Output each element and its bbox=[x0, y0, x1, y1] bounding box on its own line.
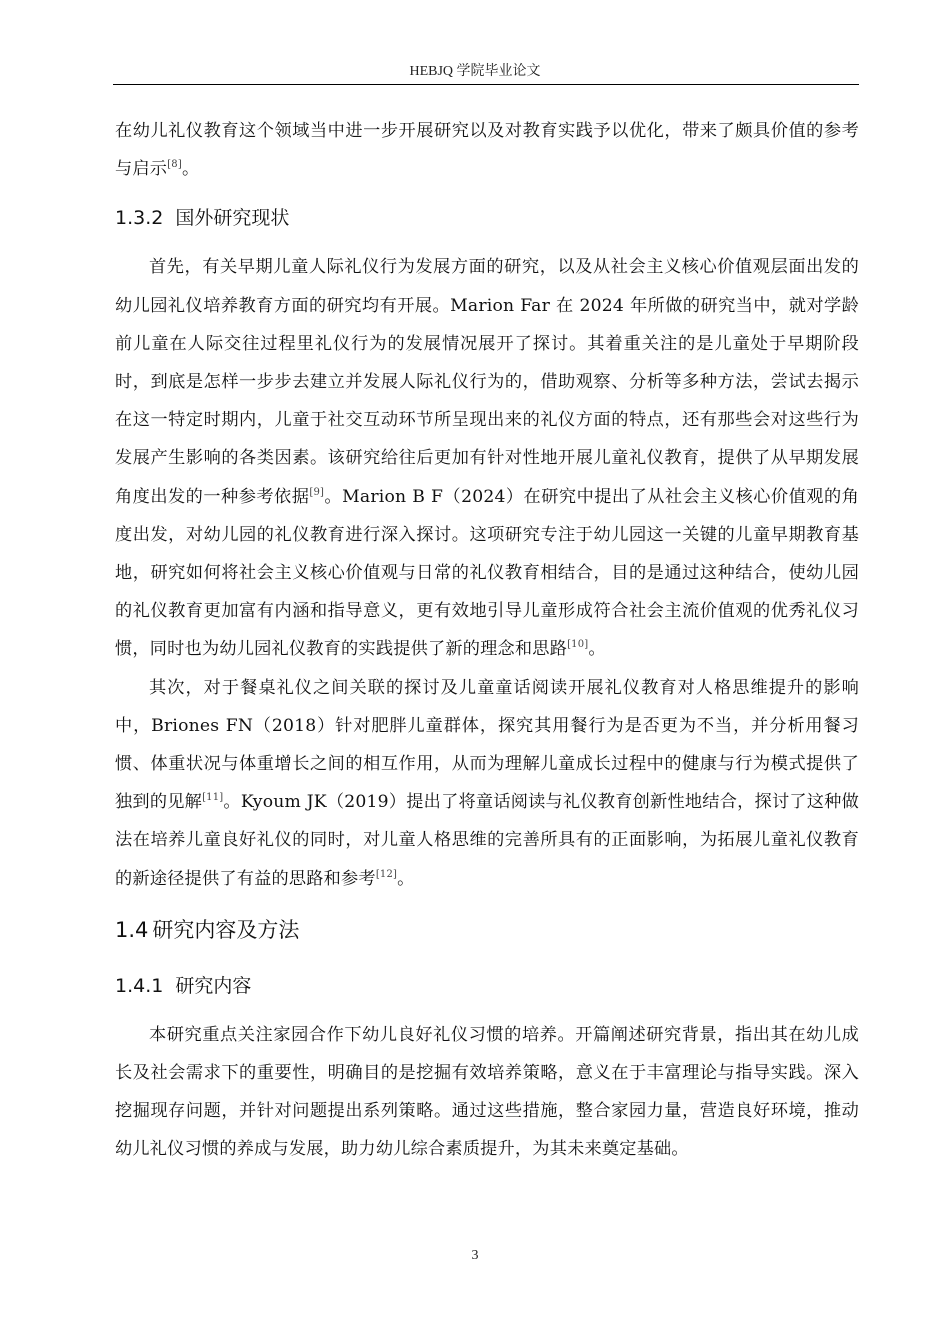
paragraph-text: 。Kyoum JK（2019）提出了将童话阅读与礼仪教育创新性地结合，探讨了这种做法在培养儿童良好礼仪的同时，对儿童人格思维的完善所具有的正面影响，为拓展儿童礼仪教育的新途径提供了有益的思路和参考 bbox=[115, 792, 859, 889]
running-header: HEBJQ 学院毕业论文 bbox=[409, 64, 541, 79]
intro-text: 在幼儿礼仪教育这个领域当中进一步开展研究以及对教育实践予以优化，带来了颇具价值的参考与启示 bbox=[115, 121, 859, 180]
paragraph-research-content bbox=[115, 1016, 859, 1169]
paragraph-text: 本研究重点关注家园合作下幼儿良好礼仪习惯的培养。开篇阐述研究背景，指出其在幼儿成长及社会需求下的重要性，明确目的是挖掘有效培养策略，意义在于丰富理论与指导实践。深入挖掘现存问题，并针对问题提出系列策略。通过这些措施，整合家园力量，营造良好环境，推动幼儿礼仪习惯的养成与发展，助力幼儿综合素质提升，为其未来奠定基础。 bbox=[115, 1024, 859, 1160]
heading-1-4-1 bbox=[115, 968, 859, 1004]
citation: [10] bbox=[567, 639, 589, 651]
paragraph-text: 其次，对于餐桌礼仪之间关联的探讨及儿童童话阅读开展礼仪教育对人格思维提升的影响中，Briones FN（2018）针对肥胖儿童群体，探究其用餐行为是否更为不当，并分析用餐习惯、体重状况与体重增长之间的相互作用，从而为理解儿童成长过程中的健康与行为模式提供了独到的见解 bbox=[115, 677, 859, 813]
heading-title: 研究内容 bbox=[175, 974, 252, 997]
paragraph-foreign-research-1 bbox=[115, 248, 859, 668]
heading-number: 1.4 bbox=[115, 917, 149, 942]
heading-title: 研究内容及方法 bbox=[152, 917, 300, 942]
paragraph-foreign-research-2 bbox=[115, 669, 859, 898]
page-content bbox=[115, 112, 859, 1169]
header-rule bbox=[113, 84, 859, 85]
citation: [11] bbox=[202, 792, 224, 804]
punctuation: 。 bbox=[397, 868, 415, 889]
punctuation: 。 bbox=[588, 639, 606, 660]
heading-1-3-2 bbox=[115, 200, 859, 236]
heading-number: 1.3.2 bbox=[115, 207, 164, 230]
citation: [8] bbox=[167, 159, 182, 171]
heading-1-4 bbox=[115, 910, 859, 950]
heading-number: 1.4.1 bbox=[115, 974, 164, 997]
paragraph-text: 首先，有关早期儿童人际礼仪行为发展方面的研究，以及从社会主义核心价值观层面出发的幼儿园礼仪培养教育方面的研究均有开展。Marion Far 在 2024 年所做的研究当中，就对学龄前儿童在人际交往过程里礼仪行为的发展情况展开了探讨。其着重关注的是儿童处于早期阶段时，到底是怎样一步步去建立并发展人际礼仪行为的，借助观察、分析等多种方法，尝试去揭示在这一特定时期内，儿童于社交互动环节所呈现出来的礼仪方面的特点，还有那些会对这些行为发展产生影响的各类因素。该研究给往后更加有针对性地开展儿童礼仪教育，提供了从早期发展角度出发的一种参考依据 bbox=[115, 257, 859, 507]
citation: [9] bbox=[309, 486, 325, 498]
heading-title: 国外研究现状 bbox=[175, 207, 290, 230]
citation: [12] bbox=[375, 868, 398, 880]
paragraph-text: 。Marion B F（2024）在研究中提出了从社会主义核心价值观的角度出发，对幼儿园的礼仪教育进行深入探讨。这项研究专注于幼儿园这一关键的儿童早期教育基地，研究如何将社会主义核心价值观与日常的礼仪教育相结合，目的是通过这种结合，使幼儿园的礼仪教育更加富有内涵和指导意义，更有效地引导儿童形成符合社会主流价值观的优秀礼仪习惯，同时也为幼儿园礼仪教育的实践提供了新的理念和思路 bbox=[115, 486, 860, 660]
punctuation: 。 bbox=[181, 159, 200, 180]
intro-paragraph bbox=[115, 112, 859, 188]
page-number: 3 bbox=[471, 1248, 479, 1263]
